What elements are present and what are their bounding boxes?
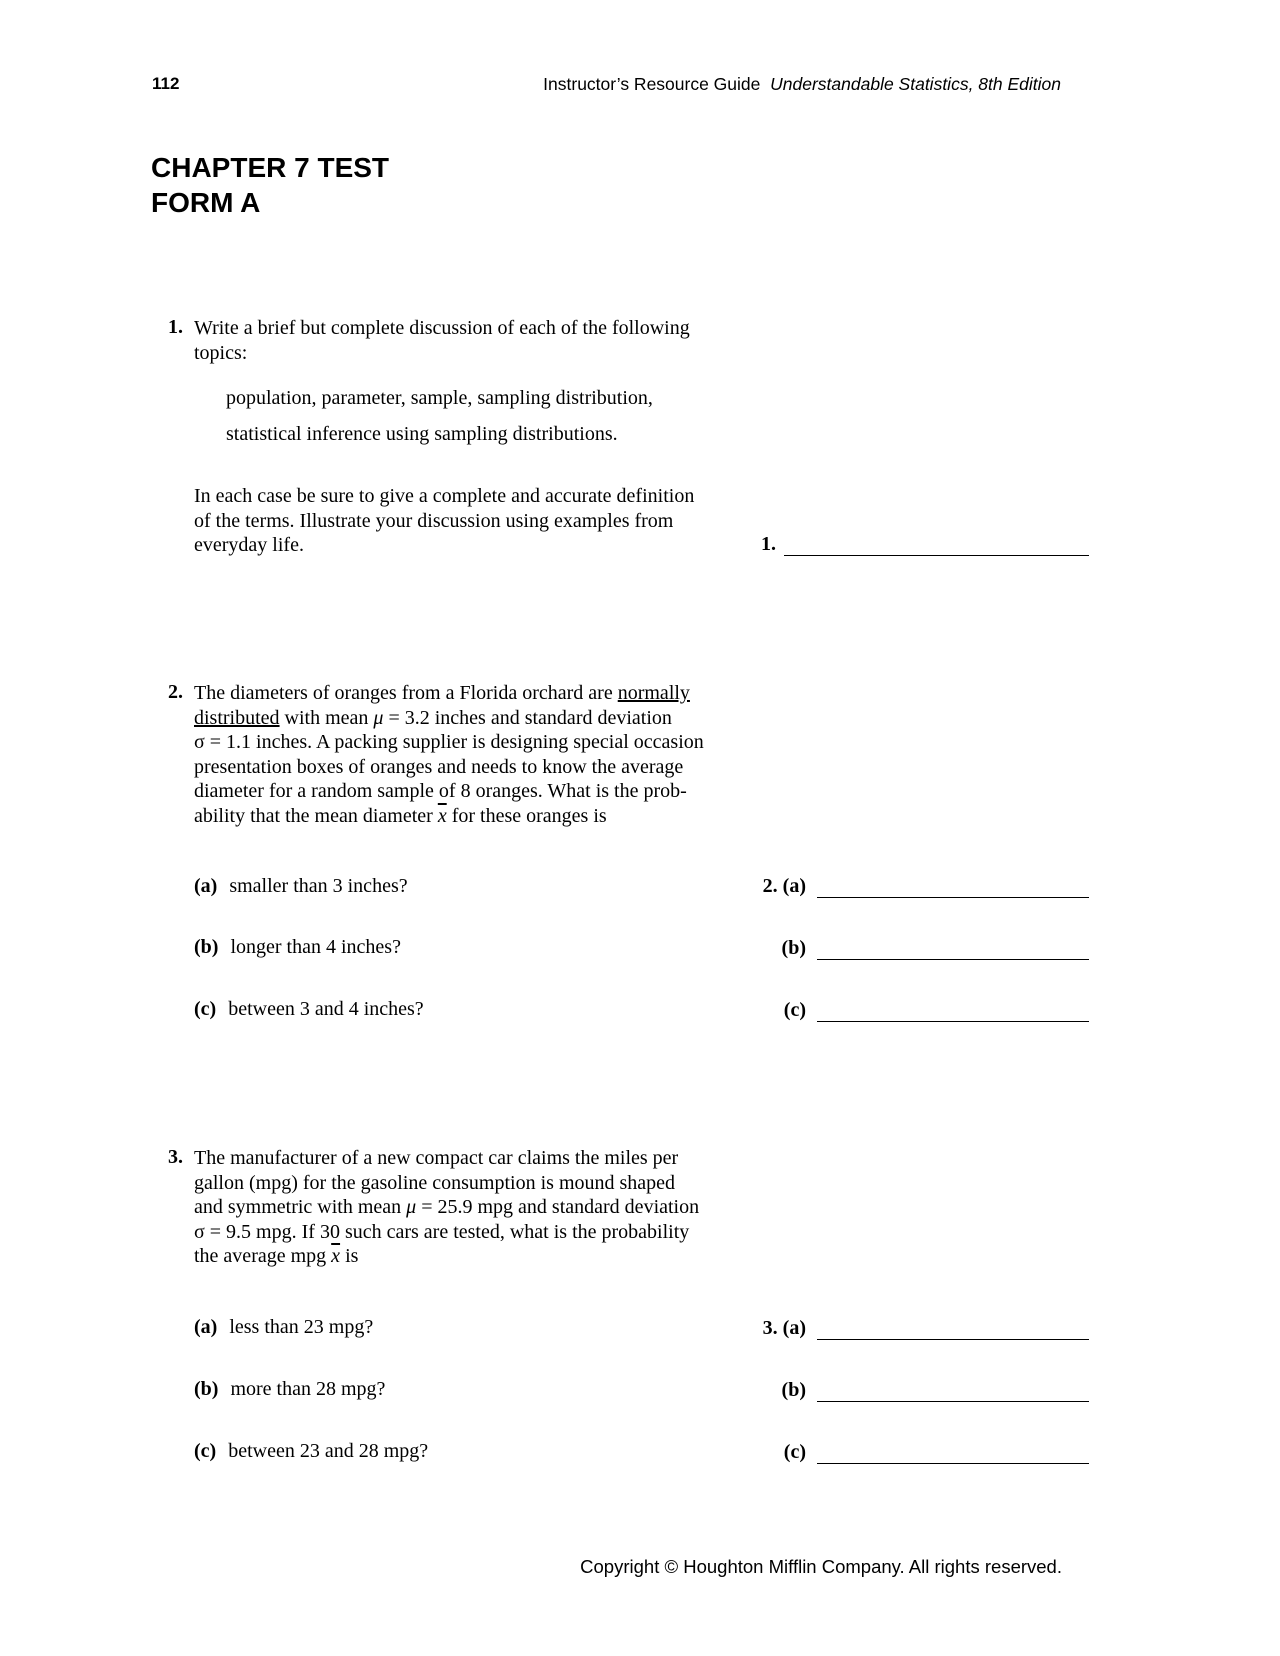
q2-line: diameter for a random sample of 8 oranges. What is the prob- xyxy=(194,780,687,802)
question-2-number: 2. xyxy=(168,681,183,703)
answer-blank-2b[interactable] xyxy=(817,959,1089,960)
q3-line: gallon (mpg) for the gasoline consumption is mound shaped xyxy=(194,1171,676,1194)
part-label: (a) xyxy=(194,875,218,897)
question-1-prompt xyxy=(194,316,690,365)
answer-label-3c: (c) xyxy=(783,1441,806,1463)
question-3b xyxy=(194,1378,385,1401)
question-2c xyxy=(194,998,424,1021)
mu-symbol: μ xyxy=(406,1196,417,1218)
answer-blank-2a[interactable] xyxy=(817,897,1089,898)
x-bar-symbol: $\overline{x}$ xyxy=(331,1245,341,1267)
answer-blank-3b[interactable] xyxy=(817,1401,1089,1402)
question-3-prompt xyxy=(194,1146,699,1269)
q1-topics-line: population, parameter, sample, sampling distribution, xyxy=(226,387,653,409)
question-3-number: 3. xyxy=(168,1146,183,1168)
x-bar-symbol: $\overline{x}$ xyxy=(437,804,447,827)
book-title: Understandable Statistics, 8th Edition xyxy=(770,74,1061,94)
page-number: 112 xyxy=(152,74,180,93)
answer-label-2c: (c) xyxy=(783,999,806,1021)
guide-title: Instructor’s Resource Guide xyxy=(543,74,761,94)
q2-text: ability that the mean diameter xyxy=(194,804,438,827)
answer-blank-1[interactable] xyxy=(784,555,1089,556)
q2-line xyxy=(194,804,704,829)
q3-line: σ = 9.5 mpg. If 30 such cars are tested, what is the probability xyxy=(194,1220,690,1243)
q2-line xyxy=(194,681,704,706)
q3-line xyxy=(194,1244,699,1269)
question-1-number: 1. xyxy=(168,316,183,338)
part-text: less than 23 mpg? xyxy=(229,1316,374,1338)
answer-label-2b: (b) xyxy=(781,937,806,959)
part-text: between 3 and 4 inches? xyxy=(228,998,424,1020)
q1-topics-line: statistical inference using sampling distributions. xyxy=(226,422,618,445)
answer-blank-3c[interactable] xyxy=(817,1463,1089,1464)
part-label: (a) xyxy=(194,1316,218,1338)
q2-text: = 3.2 inches and standard deviation xyxy=(383,706,672,729)
q2-text: with mean xyxy=(279,706,374,729)
q1-line: of the terms. Illustrate your discussion using examples from xyxy=(194,509,674,532)
q1-line: everyday life. xyxy=(194,534,304,556)
part-label: (c) xyxy=(194,998,217,1020)
q1-line: topics: xyxy=(194,341,248,364)
q2-underlined-text: normally xyxy=(617,682,690,704)
answer-label-3b: (b) xyxy=(781,1379,806,1401)
question-1-instructions xyxy=(194,484,694,558)
answer-label-1: 1. xyxy=(761,533,776,555)
question-2a xyxy=(194,875,408,898)
part-text: between 23 and 28 mpg? xyxy=(228,1440,429,1462)
q2-underlined-text: distributed xyxy=(194,706,280,729)
question-3c xyxy=(194,1440,428,1463)
q3-text: the average mpg xyxy=(194,1245,332,1267)
running-head xyxy=(543,74,1061,95)
q2-line: σ = 1.1 inches. A packing supplier is designing special occasion xyxy=(194,731,704,753)
q1-line: Write a brief but complete discussion of each of the following xyxy=(194,317,690,339)
part-label: (c) xyxy=(194,1440,217,1462)
question-2-prompt xyxy=(194,681,704,828)
answer-label-3a: 3. (a) xyxy=(762,1317,806,1339)
q3-text: is xyxy=(340,1245,359,1267)
part-text: smaller than 3 inches? xyxy=(229,875,408,897)
chapter-title xyxy=(151,150,389,220)
q2-text: for these oranges is xyxy=(446,804,607,827)
q2-text: The diameters of oranges from a Florida orchard are xyxy=(194,682,618,704)
part-text: longer than 4 inches? xyxy=(230,936,401,958)
part-label: (b) xyxy=(194,936,219,958)
answer-blank-2c[interactable] xyxy=(817,1021,1089,1022)
question-2b xyxy=(194,936,401,959)
q3-text: = 25.9 mpg and standard deviation xyxy=(416,1196,700,1218)
mu-symbol: μ xyxy=(373,706,384,729)
q3-line: The manufacturer of a new compact car claims the miles per xyxy=(194,1147,679,1169)
question-3a xyxy=(194,1316,373,1339)
copyright-notice: Copyright © Houghton Mifflin Company. All rights reserved. xyxy=(580,1556,1062,1577)
q3-line xyxy=(194,1195,699,1220)
part-text: more than 28 mpg? xyxy=(230,1378,386,1400)
question-1-topics xyxy=(226,386,653,446)
q3-text: and symmetric with mean xyxy=(194,1196,407,1218)
answer-blank-3a[interactable] xyxy=(817,1339,1089,1340)
q1-line: In each case be sure to give a complete and accurate definition xyxy=(194,485,695,507)
q2-line: presentation boxes of oranges and needs to know the average xyxy=(194,755,684,778)
chapter-title-line1: CHAPTER 7 TEST xyxy=(151,152,390,183)
answer-label-2a: 2. (a) xyxy=(762,875,806,897)
q2-line xyxy=(194,706,704,731)
part-label: (b) xyxy=(194,1378,219,1400)
chapter-title-line2: FORM A xyxy=(151,187,261,218)
